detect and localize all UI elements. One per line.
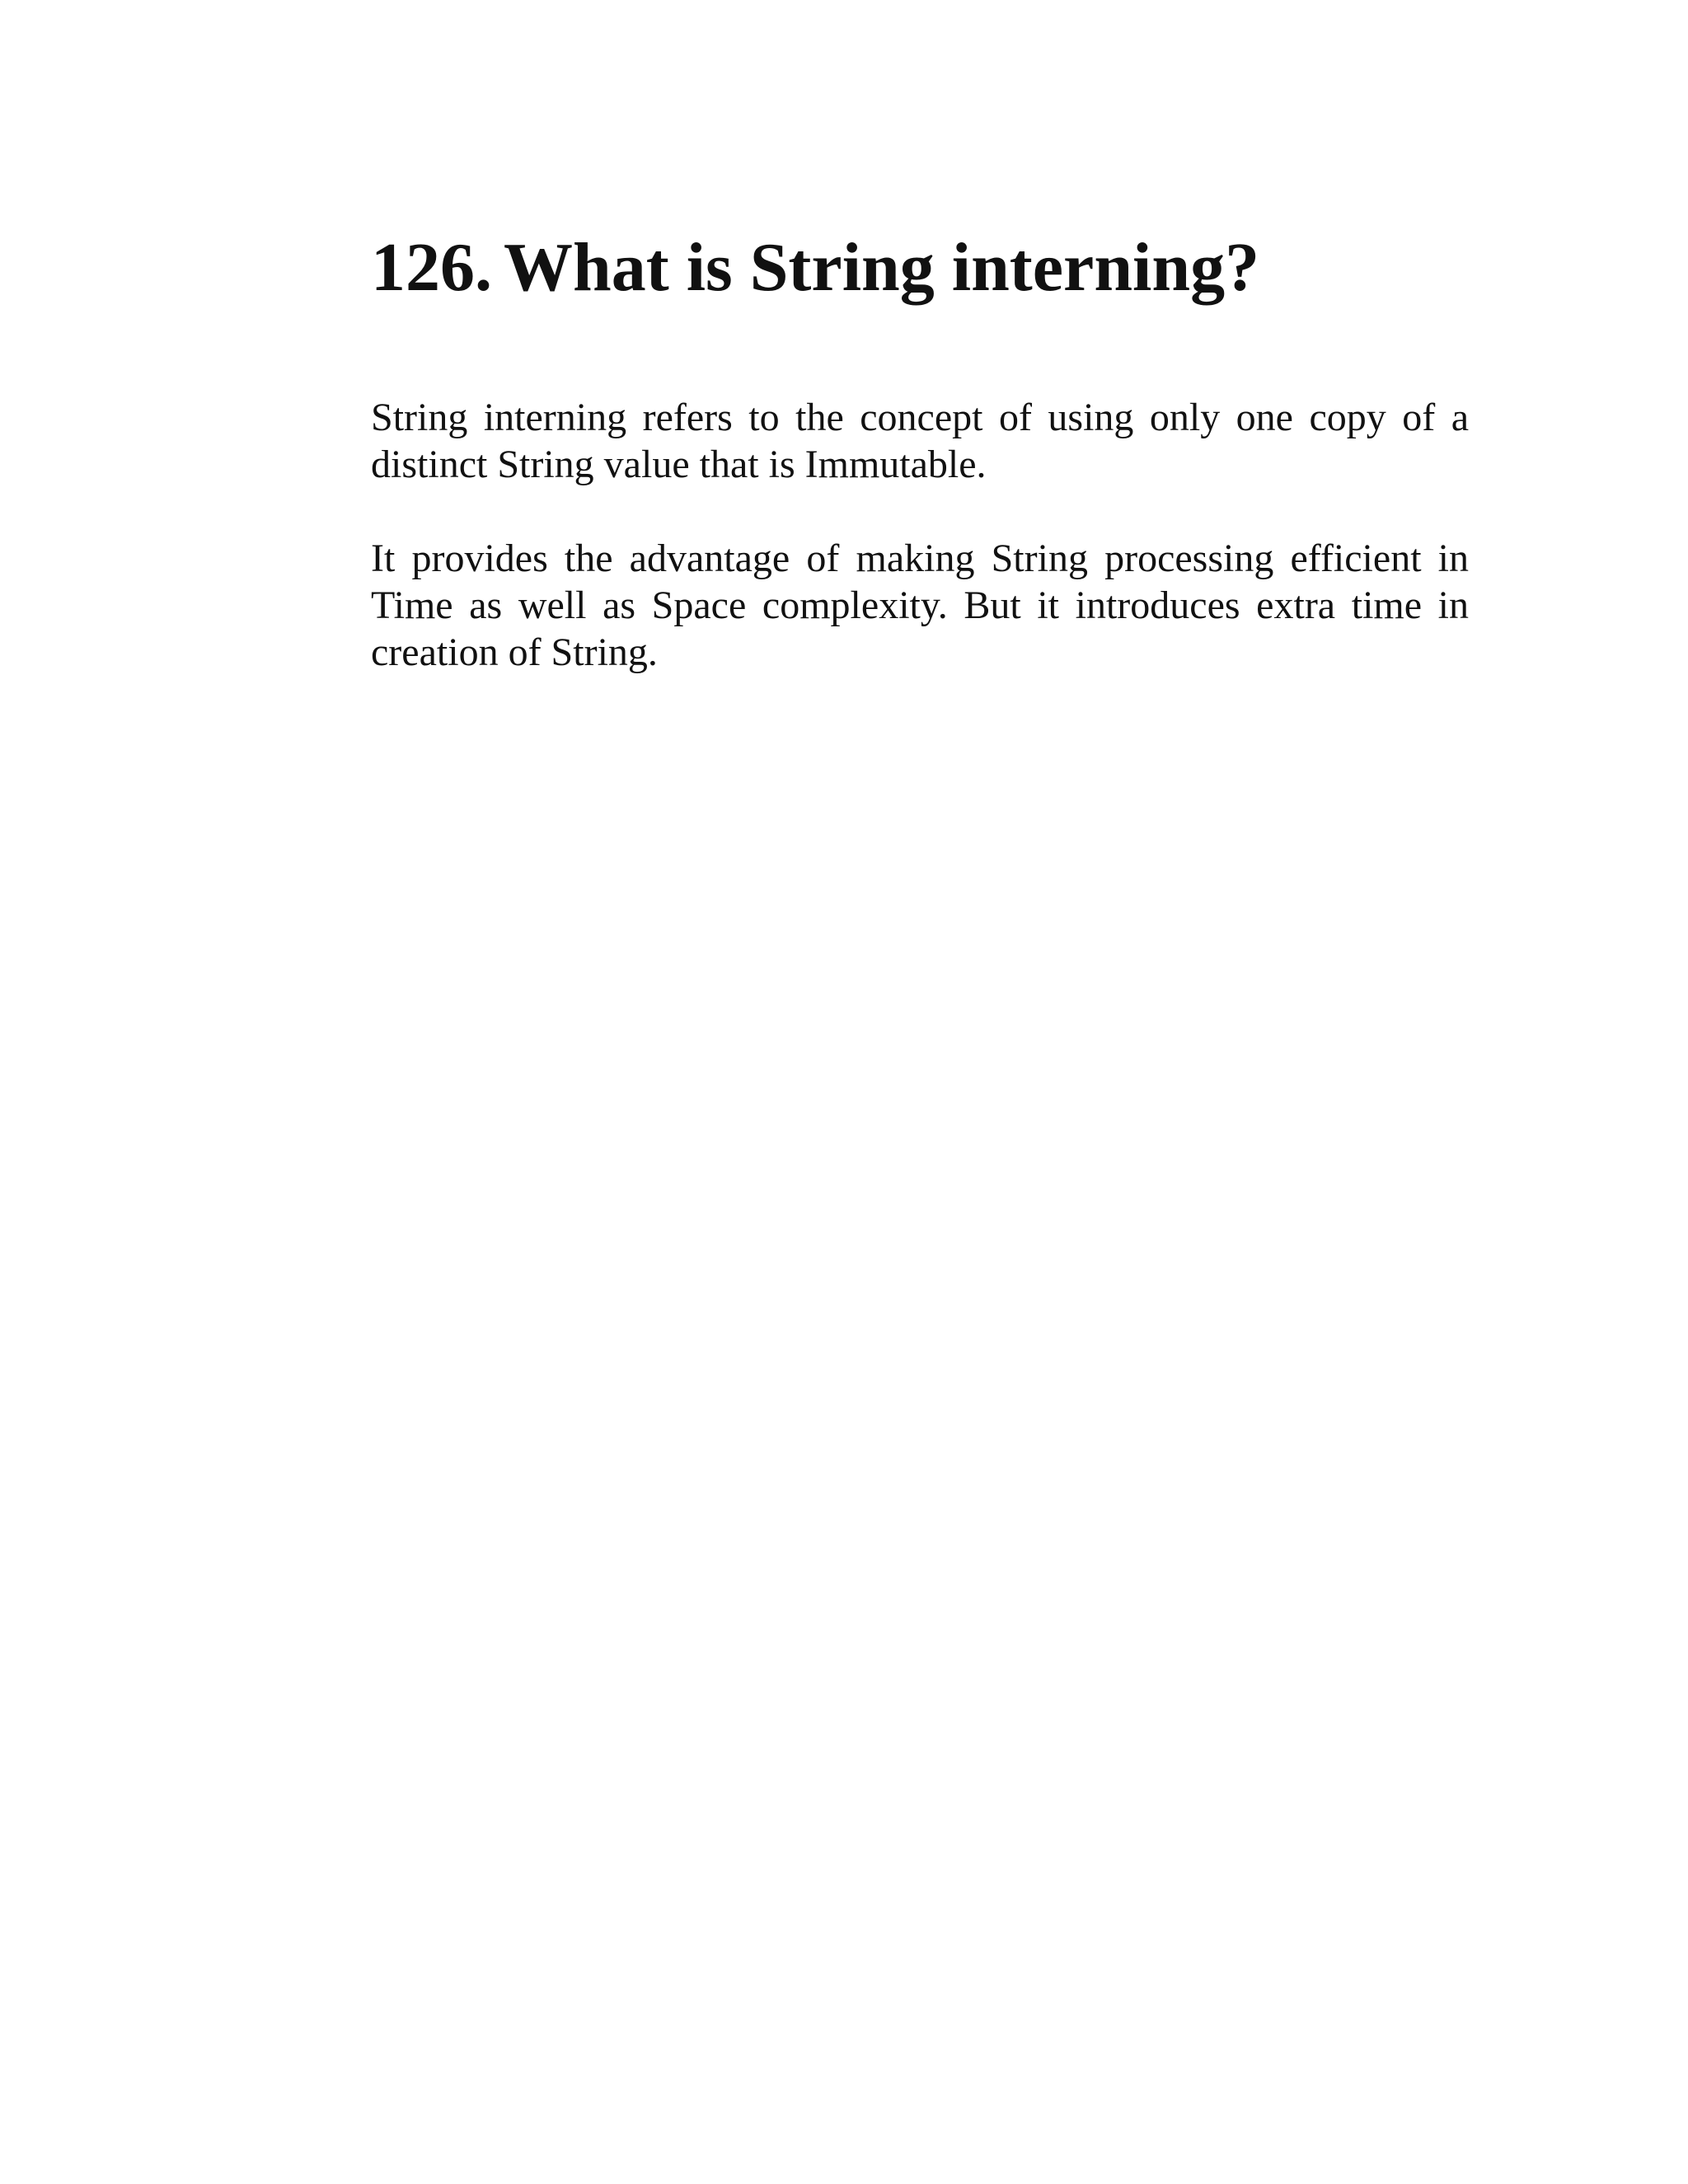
question-heading [371,227,1469,310]
page-content [371,227,1469,676]
question-title: What is String interning? [504,229,1260,306]
answer-paragraph-1: String interning refers to the concept of using only one copy of a distinct String value that is Immutable. [371,395,1469,486]
answer-paragraph-2: It provides the advantage of making String processing efficient in Time as well as Space complexity. But it introduces extra time in creation of String. [371,536,1469,674]
question-number: 126. [371,229,492,306]
